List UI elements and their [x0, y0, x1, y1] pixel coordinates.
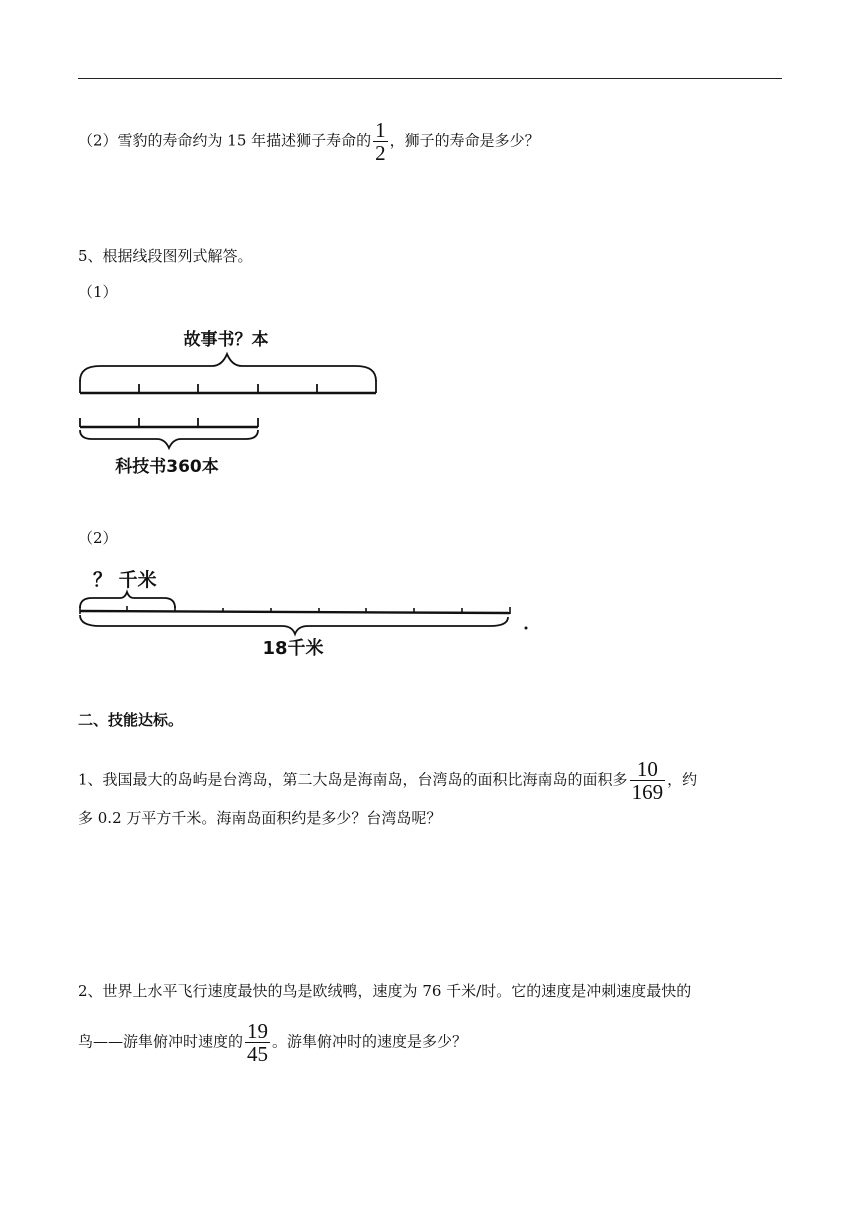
fraction-19-45	[245, 1020, 270, 1065]
diagram1-bottom-label: 科技书360本	[115, 457, 219, 477]
s2q2-prefix: 鸟——游隼俯冲时速度的	[78, 1032, 244, 1051]
s2q1-prefix: 1、我国最大的岛屿是台湾岛，第二大岛是海南岛，台湾岛的面积比海南岛的面积多	[78, 770, 628, 789]
fraction-10-169	[630, 758, 666, 803]
diagram1-top-brace	[80, 354, 376, 381]
fraction-denominator: 169	[631, 780, 664, 804]
diagram1-top-label: 故事书？本	[183, 330, 269, 350]
section-2-title: 二、技能达标。	[78, 711, 184, 729]
q4-2-prefix: （2）雪豹的寿命约为 15 年描述狮子寿命的	[78, 131, 372, 150]
s2q1-suffix: ，约	[667, 770, 698, 789]
q5-part1-label: （1）	[78, 283, 118, 301]
diagram2-bottom-brace	[80, 615, 508, 634]
fraction-denominator: 45	[247, 1042, 269, 1066]
diagram2-top-label: ？ 千米	[93, 569, 157, 591]
s2-question-1-line2: 多 0.2 万平方千米。海南岛面积约是多少？台湾岛呢？	[78, 809, 442, 827]
q4-2-suffix: ，狮子的寿命是多少？	[389, 131, 540, 150]
diagram2-bottom-label: 18千米	[262, 638, 324, 659]
s2-question-1-line1	[78, 758, 697, 803]
question-5-title: 5、根据线段图列式解答。	[78, 247, 253, 265]
s2-question-2-line2	[78, 1020, 467, 1065]
s2q2-suffix: 。游隼俯冲时的速度是多少？	[272, 1032, 468, 1051]
fraction-numerator: 10	[630, 758, 666, 781]
stray-dot	[525, 627, 528, 630]
fraction-numerator: 1	[375, 118, 386, 142]
q5-part2-label: （2）	[78, 529, 118, 547]
fraction-denominator: 2	[375, 141, 386, 165]
fraction-numerator: 19	[247, 1019, 269, 1043]
diagram1-bottom-brace	[80, 430, 258, 448]
diagram2-segment	[80, 611, 510, 613]
s2-question-2-line1: 2、世界上水平飞行速度最快的鸟是欧绒鸭，速度为 76 千米/时。它的速度是冲刺速度最快的	[78, 982, 692, 1000]
diagram2-top-brace	[80, 592, 175, 608]
